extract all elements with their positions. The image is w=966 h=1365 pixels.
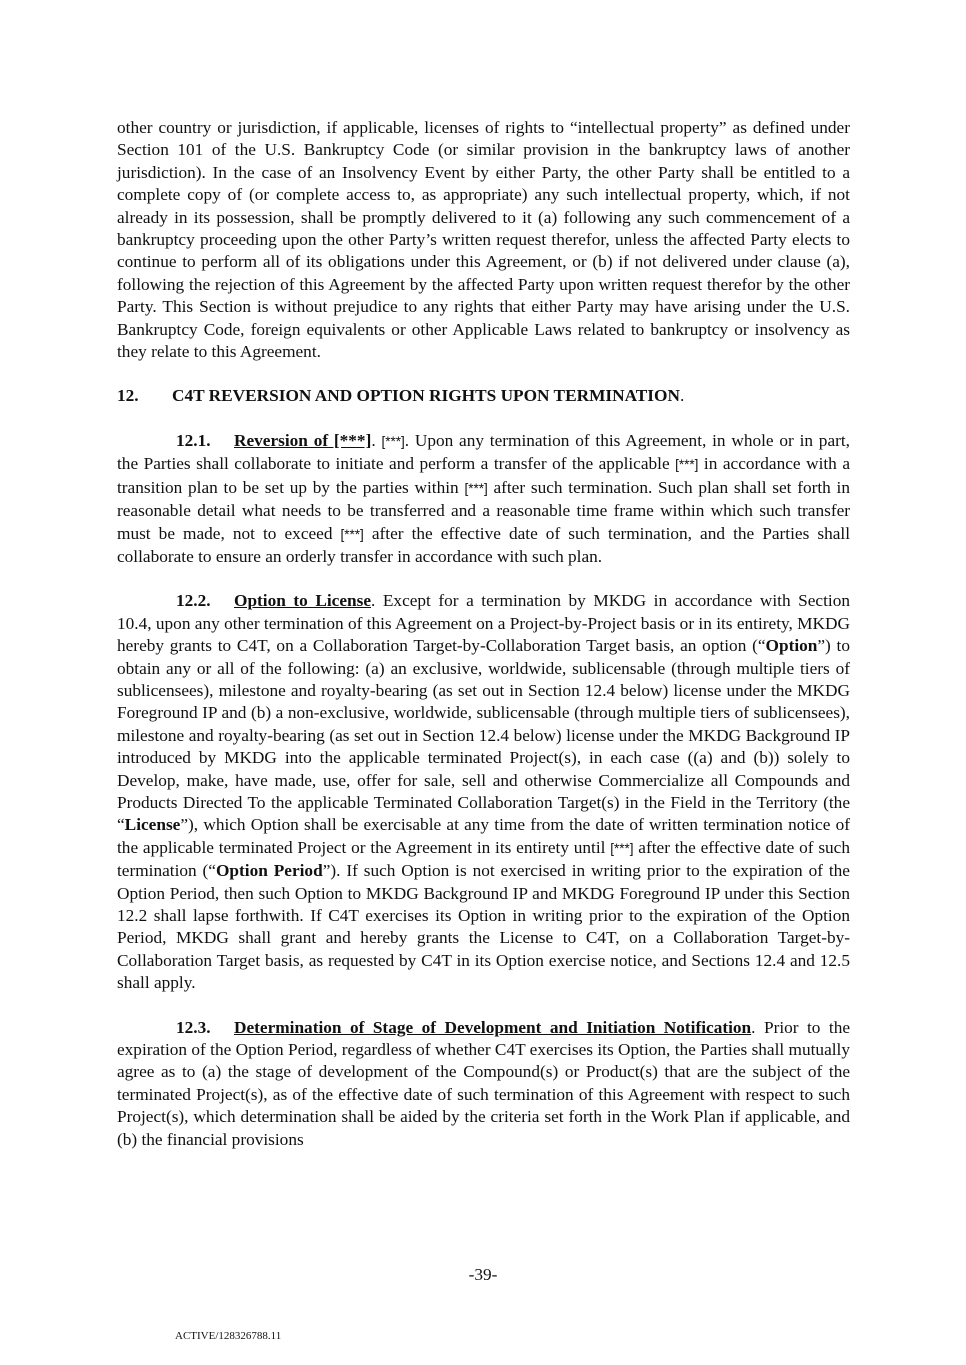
subsection-number: 12.2. xyxy=(176,591,211,611)
defined-term: License xyxy=(124,815,181,835)
section-12-1 xyxy=(117,430,850,568)
page-number: -39- xyxy=(468,1265,498,1284)
redaction-mark: [***] xyxy=(610,840,634,856)
section-12-2 xyxy=(117,590,850,994)
text-run: after such termination. Such plan shall set forth in reasonable detail what needs to be transferred and a reasonable time frame within which such transfer must be made, not to exceed xyxy=(117,477,850,543)
section-title: C4T REVERSION AND OPTION RIGHTS UPON TERMINATION xyxy=(172,386,680,406)
section-12-heading xyxy=(117,385,850,407)
subsection-title: Reversion of [***] xyxy=(234,430,372,450)
document-body xyxy=(117,117,850,1151)
text-run: ”). If such Option is not exercised in writing prior to the expiration of the Option Period, then such Option to MKDG Background IP and MKDG Foreground IP under this Section 12.2 shall lapse forthwith. If C4T exercises its Option in writing prior to the expiration of the Option Period, MKDG shall grant and hereby grants the License to C4T, on a Collaboration Target-by-Collaboration Target basis, as requested by C4T in its Option exercise notice, and Sections 12.4 and 12.5 shall apply. xyxy=(117,861,850,993)
defined-term: Option Period xyxy=(215,861,323,881)
text-run: . Prior to the expiration of the Option Period, regardless of whether C4T exercises its Option, the Parties shall mutually agree as to (a) the stage of development of the Compound(s) or Product(s) that are the subject of the terminated Project(s), as of the effective date of such termination of this Agreement with respect to such Project(s), which determination shall be aided by the criteria set forth in the Work Plan if applicable, and (b) the financial provisions xyxy=(117,1017,851,1149)
redaction-mark: [***] xyxy=(381,433,405,449)
text-run: . Upon any termination of this Agreement, in whole or in part, the Parties shall collaborate to initiate and perform a transfer of the applicable xyxy=(117,430,850,474)
subsection-title: Determination of Stage of Development and Initiation Notification xyxy=(234,1017,752,1037)
text-run: ”) to obtain any or all of the following: (a) an exclusive, worldwide, sublicensable (through multiple tiers of sublicensees), milestone and royalty-bearing (as set out in Section 12.4 below) license under the MKDG Foreground IP and (b) a non-exclusive, worldwide, sublicensable (through multiple tiers of sublicensees), milestone and royalty-bearing (as set out in Section 12.4 below) license under the MKDG Background IP introduced by MKDG into the applicable terminated Project(s), in each case ((a) and (b)) solely to Develop, make, have made, use, offer for sale, sell and otherwise Commercialize all Compounds and Products Directed To the applicable Terminated Collaboration Target(s) in the Field in the Territory (the “ xyxy=(117,636,851,835)
section-12-3 xyxy=(117,1017,850,1151)
redaction-mark: [***] xyxy=(340,526,364,542)
redaction-mark: [***] xyxy=(464,480,488,496)
subsection-number: 12.1. xyxy=(176,430,211,450)
text-run: after the effective date of such termination (“ xyxy=(117,837,850,881)
text-run: . xyxy=(371,430,382,450)
intro-paragraph: other country or jurisdiction, if applicable, licenses of rights to “intellectual property” as defined under Section 101 of the U.S. Bankruptcy Code (or similar provision in the bankruptcy laws of another jurisdiction). In the case of an Insolvency Event by either Party, the other Party shall be entitled to a complete copy of (or complete access to, as appropriate) any such intellectual property, which, if not already in its possession, shall be promptly delivered to it (a) following any such commencement of a bankruptcy proceeding upon the other Party’s written request therefor, unless the affected Party elects to continue to perform all of its obligations under this Agreement, or (b) if not delivered under clause (a), following the rejection of this Agreement by the affected Party upon written request therefor by the other Party. This Section is without prejudice to any rights that either Party may have arising under the U.S. Bankruptcy Code, foreign equivalents or other Applicable Laws related to bankruptcy or insolvency as they relate to this Agreement. xyxy=(117,118,850,362)
text-run: . Except for a termination by MKDG in accordance with Section 10.4, upon any other termination of this Agreement on a Project-by-Project basis or in its entirety, MKDG hereby grants to C4T, on a Collaboration Target-by-Collaboration Target basis, an option (“ xyxy=(117,591,850,656)
text-run: after the effective date of such termination, and the Parties shall collaborate to ensure an orderly transfer in accordance with such plan. xyxy=(117,523,850,566)
section-number: 12. xyxy=(117,386,139,406)
text-run: ”), which Option shall be exercisable at any time from the date of written termination notice of the applicable terminated Project or the Agreement in its entirety until xyxy=(117,815,850,857)
defined-term: Option xyxy=(765,636,818,656)
text-run: in accordance with a transition plan to be set up by the parties within xyxy=(117,454,850,497)
document-id: ACTIVE/128326788.11 xyxy=(175,1330,282,1342)
subsection-title: Option to License xyxy=(234,591,372,611)
redaction-mark: [***] xyxy=(675,457,699,473)
subsection-number: 12.3. xyxy=(176,1017,211,1037)
section-title-period: . xyxy=(679,386,685,406)
